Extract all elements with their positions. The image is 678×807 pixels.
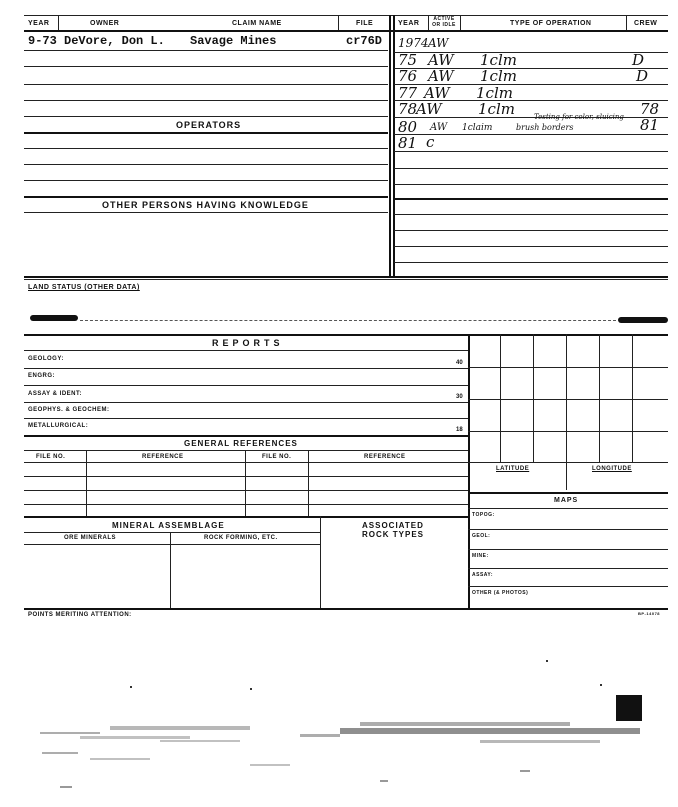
gr-reference-2: REFERENCE — [364, 454, 406, 460]
status-operation-3: 1clm — [480, 67, 517, 85]
map-mine: MINE: — [472, 553, 489, 559]
note-row5: Testing for color, sluicing — [534, 113, 624, 121]
file-entry: cr76D — [346, 34, 383, 48]
header-owner: OWNER — [90, 20, 120, 27]
rock-forming-label: ROCK FORMING, ETC. — [204, 535, 278, 541]
mineral-assemblage-title: MINERAL ASSEMBLAGE — [112, 521, 225, 530]
status-year-3: 76 — [398, 67, 418, 85]
operators-label: OPERATORS — [176, 120, 242, 130]
status-active-3: AW — [428, 67, 454, 85]
status-year-6: 80 — [398, 118, 418, 136]
longitude-label: LONGITUDE — [592, 466, 632, 472]
report-assay: ASSAY & IDENT: — [28, 391, 83, 397]
status-year-2: 75 — [398, 51, 418, 69]
redaction-mark-right — [618, 317, 668, 323]
map-other: OTHER (& PHOTOS) — [472, 590, 529, 596]
header-year-right: YEAR — [398, 20, 420, 27]
report-geology: GEOLOGY: — [28, 356, 64, 362]
reports-title: REPORTS — [212, 338, 284, 348]
header-crew: CREW — [634, 20, 658, 27]
status-active-6: AW — [430, 122, 448, 133]
status-crew-2: D — [632, 51, 645, 69]
ore-minerals-label: ORE MINERALS — [64, 535, 117, 541]
report-assay-num: 30 — [456, 394, 463, 400]
gr-file-no-2: FILE NO. — [262, 454, 292, 460]
header-active-idle: ACTIVE OR IDLE — [432, 16, 456, 28]
report-engrg: ENGRG: — [28, 373, 55, 379]
header-type-of-operation: TYPE OF OPERATION — [510, 20, 592, 27]
status-active-4: AW — [424, 84, 450, 102]
status-year-5: 78 — [398, 100, 418, 118]
status-active-7: c — [426, 133, 435, 151]
form-code: BP-14078 — [638, 611, 661, 616]
owner-entry: 9-73 DeVore, Don L. — [28, 34, 165, 48]
associated-label: ASSOCIATED — [362, 521, 424, 530]
note-row6: brush borders — [516, 123, 574, 132]
report-metallurgical: METALLURGICAL: — [28, 423, 89, 429]
status-operation-6: 1claim — [462, 123, 493, 133]
map-topog: TOPOG: — [472, 512, 495, 518]
status-active-1: AW — [428, 36, 449, 50]
map-assay: ASSAY: — [472, 572, 494, 578]
land-status-label: LAND STATUS (OTHER DATA) — [28, 284, 140, 291]
points-meriting-label: POINTS MERITING ATTENTION: — [28, 612, 132, 618]
header-claim-name: CLAIM NAME — [232, 20, 282, 27]
status-crew-3: D — [636, 67, 649, 85]
status-crew-5: 78 — [640, 100, 660, 118]
claim-entry: Savage Mines — [190, 34, 277, 48]
status-active-5: AW — [416, 100, 442, 118]
other-persons-label: OTHER PERSONS HAVING KNOWLEDGE — [102, 200, 309, 210]
status-operation-5: 1clm — [478, 100, 515, 118]
header-file: FILE — [356, 20, 374, 27]
status-operation-2: 1clm — [480, 51, 517, 69]
status-year-1: 1974 — [398, 36, 429, 50]
general-references-title: GENERAL REFERENCES — [184, 439, 298, 448]
rock-types-label: ROCK TYPES — [362, 530, 425, 539]
status-active-2: AW — [428, 51, 454, 69]
report-geophys: GEOPHYS. & GEOCHEM: — [28, 407, 110, 413]
status-year-4: 77 — [398, 84, 418, 102]
status-year-7: 81 — [398, 134, 418, 152]
scan-noise — [0, 640, 678, 807]
latitude-label: LATITUDE — [496, 466, 530, 472]
map-geol: GEOL: — [472, 533, 491, 539]
gr-file-no: FILE NO. — [36, 454, 66, 460]
status-crew-6: 81 — [640, 116, 660, 134]
gr-reference: REFERENCE — [142, 454, 184, 460]
maps-title: MAPS — [554, 497, 579, 504]
report-metallurgical-num: 18 — [456, 427, 463, 433]
report-geology-num: 40 — [456, 360, 463, 366]
status-operation-4: 1clm — [476, 84, 513, 102]
header-year: YEAR — [28, 20, 50, 27]
redaction-mark-left — [30, 315, 78, 321]
